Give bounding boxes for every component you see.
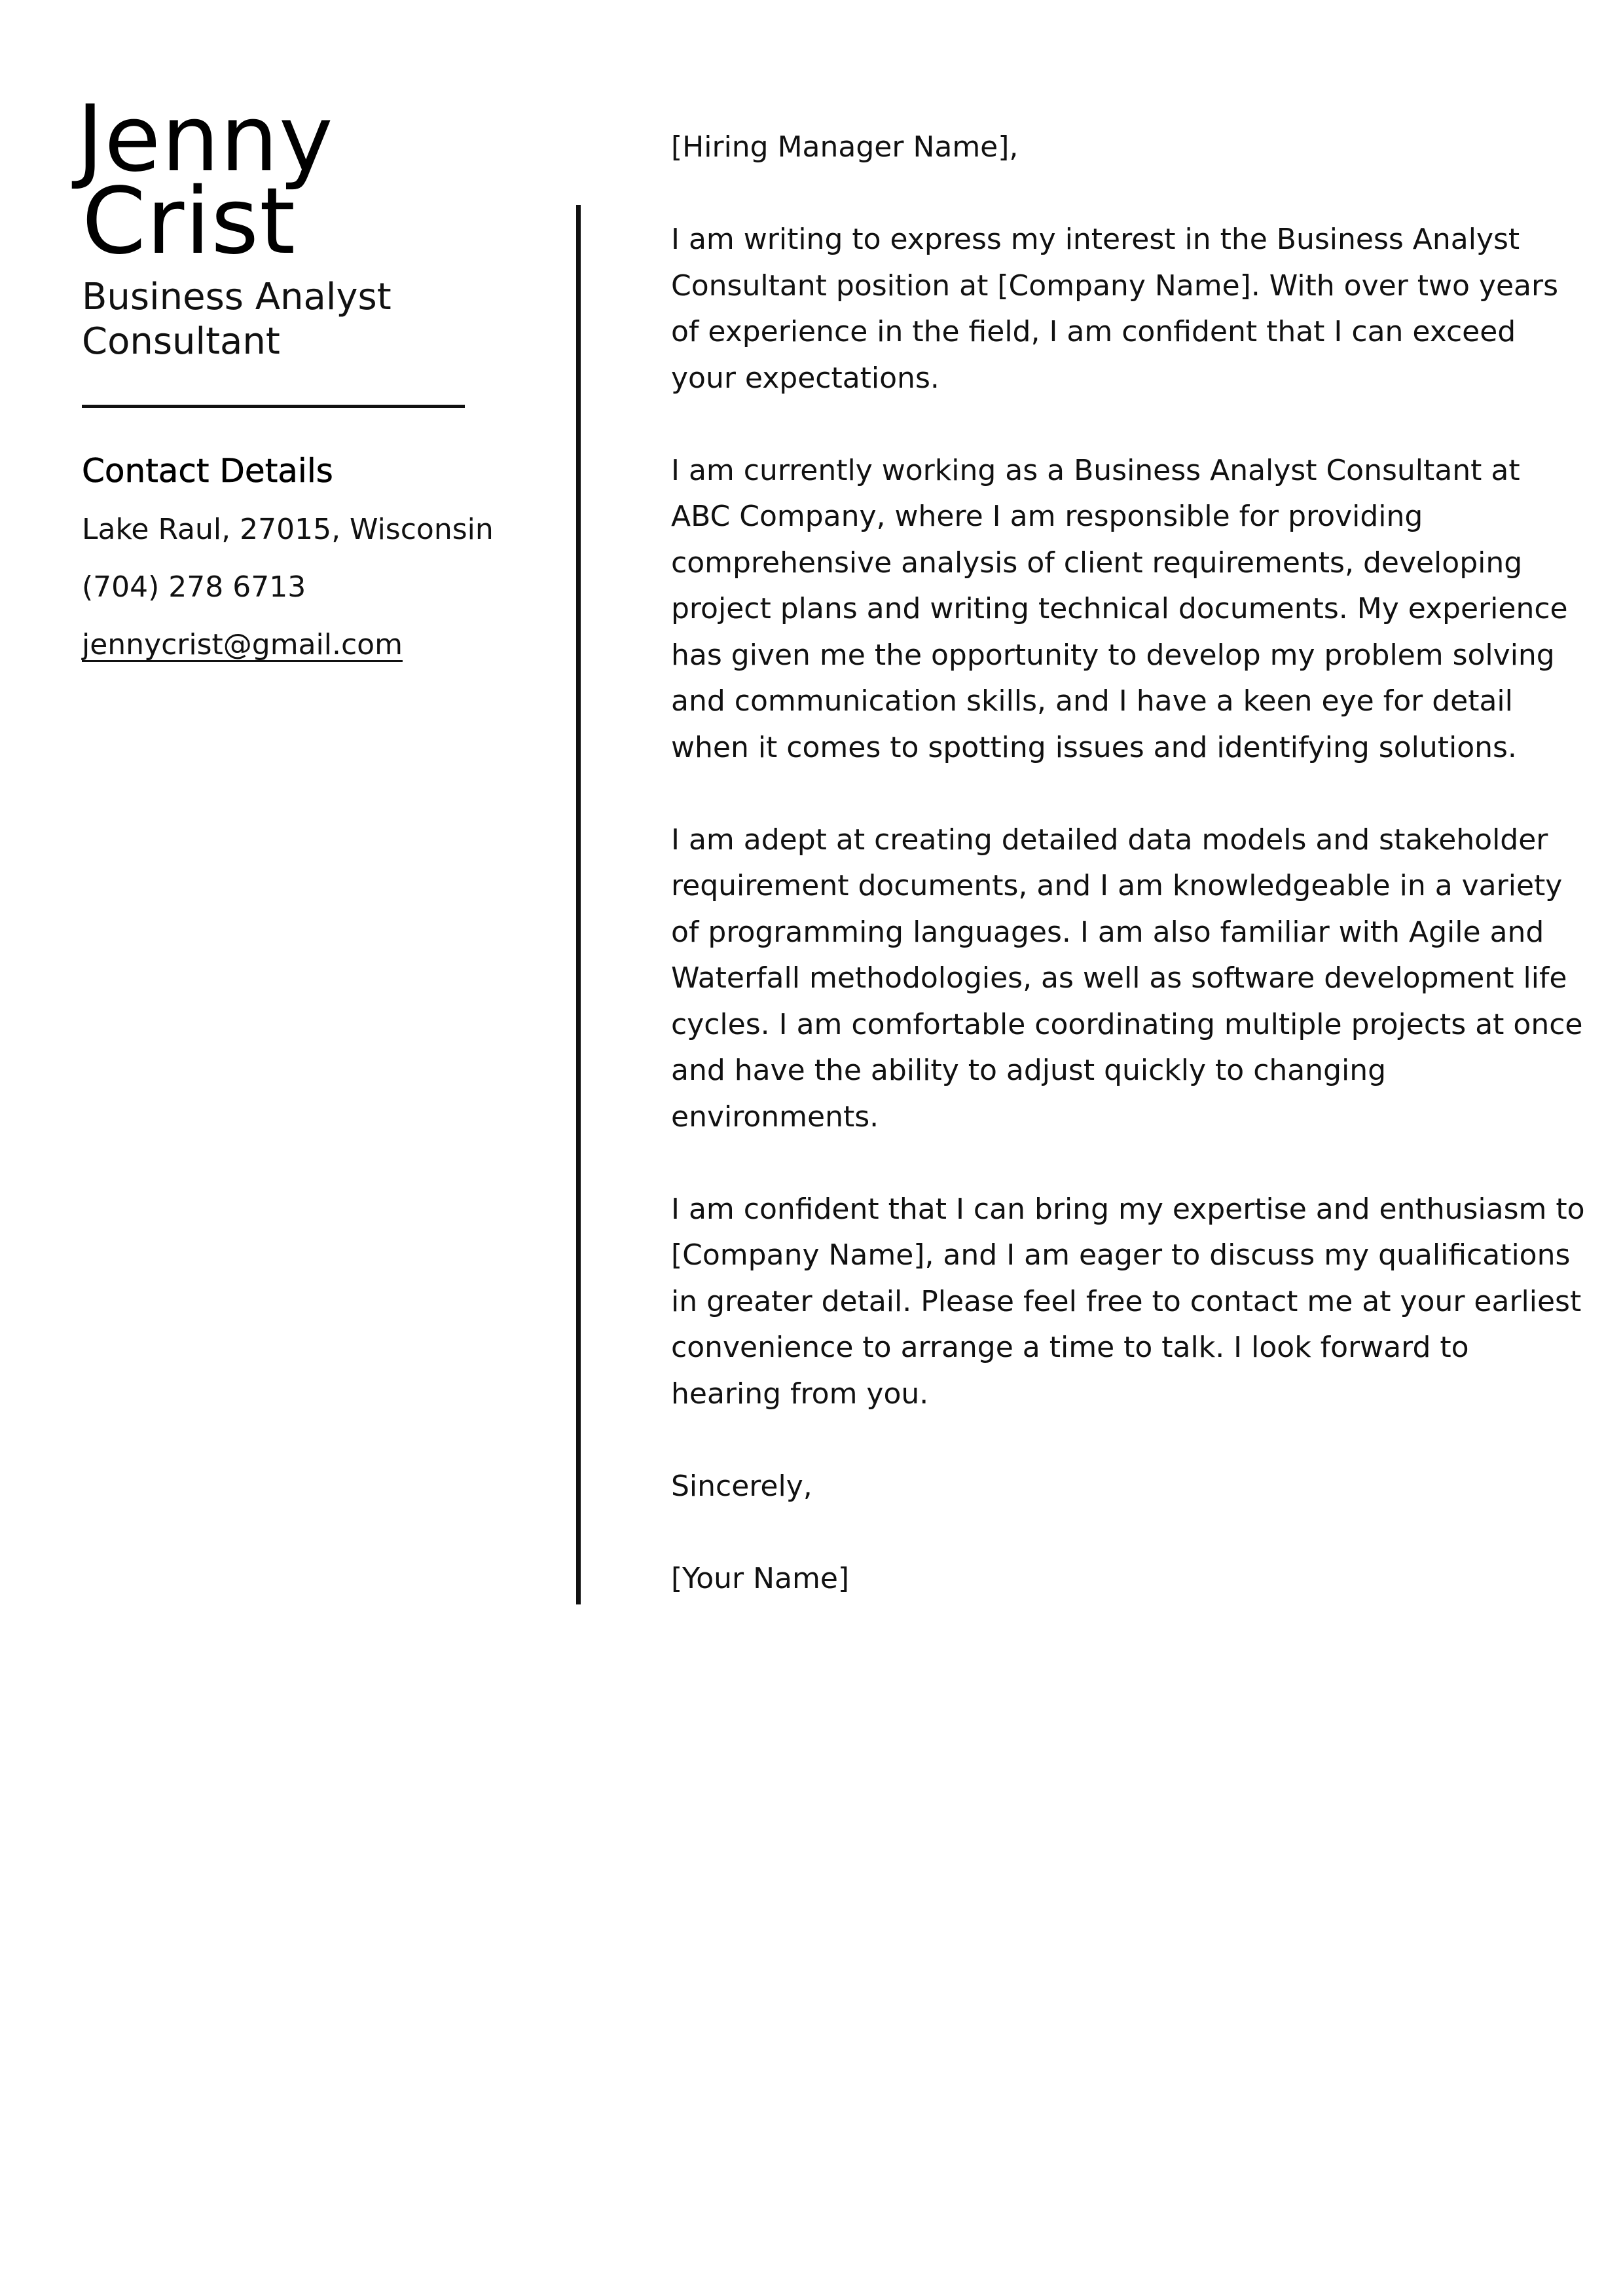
paragraph-line: environments. bbox=[671, 1100, 879, 1134]
letter-paragraph bbox=[671, 817, 1583, 1141]
paragraph-line: cycles. I am comfortable coordinating multiple projects at once bbox=[671, 1007, 1583, 1041]
paragraph-line: ABC Company, where I am responsible for providing bbox=[671, 500, 1423, 533]
paragraph-line: when it comes to spotting issues and identifying solutions. bbox=[671, 730, 1517, 764]
candidate-name bbox=[77, 86, 468, 275]
paragraph-line: in greater detail. Please feel free to contact me at your earliest bbox=[671, 1284, 1582, 1318]
paragraph-line: convenience to arrange a time to talk. I look forward to bbox=[671, 1331, 1469, 1364]
column-divider bbox=[576, 205, 581, 1604]
letter-body bbox=[671, 124, 1585, 1602]
sidebar-rule bbox=[82, 405, 465, 408]
job-title-line: Business Analyst bbox=[82, 276, 392, 318]
job-title-line: Consultant bbox=[82, 320, 280, 363]
paragraph-line: I am writing to express my interest in the Business Analyst bbox=[671, 223, 1520, 256]
paragraph-line: comprehensive analysis of client requirements, developing bbox=[671, 546, 1523, 580]
paragraph-line: your expectations. bbox=[671, 361, 939, 395]
paragraph-line: of experience in the field, I am confident that I can exceed bbox=[671, 315, 1516, 348]
letter-paragraph bbox=[671, 217, 1559, 401]
contact-email-link[interactable]: jennycrist@gmail.com bbox=[82, 628, 403, 661]
paragraph-line: Consultant position at [Company Name]. With over two years bbox=[671, 268, 1559, 303]
letter-paragraph bbox=[671, 1187, 1585, 1418]
job-title bbox=[82, 275, 468, 364]
paragraph-line: hearing from you. bbox=[671, 1377, 929, 1411]
paragraph-line: has given me the opportunity to develop my problem solving bbox=[671, 638, 1555, 672]
sidebar bbox=[77, 86, 494, 666]
paragraph-line: and communication skills, and I have a keen eye for detail bbox=[671, 684, 1513, 718]
paragraph-line: I am currently working as a Business Analyst Consultant at bbox=[671, 453, 1520, 487]
contact-phone: (704) 278 6713 bbox=[82, 570, 306, 604]
paragraph-line: requirement documents, and I am knowledgeable in a variety bbox=[671, 869, 1563, 902]
signature: [Your Name] bbox=[671, 1561, 850, 1595]
paragraph-line: I am confident that I can bring my expertise and enthusiasm to bbox=[671, 1192, 1585, 1226]
paragraph-line: [Company Name], and I am eager to discuss my qualifications bbox=[671, 1238, 1571, 1272]
contact-heading: Contact Details bbox=[82, 452, 333, 490]
paragraph-line: and have the ability to adjust quickly to changing bbox=[671, 1054, 1387, 1087]
paragraph-line: I am adept at creating detailed data models and stakeholder bbox=[671, 823, 1548, 857]
last-name: Crist bbox=[82, 168, 297, 275]
closing: Sincerely, bbox=[671, 1469, 812, 1503]
paragraph-line: of programming languages. I am also familiar with Agile and bbox=[671, 915, 1544, 949]
paragraph-line: project plans and writing technical documents. My experience bbox=[671, 592, 1568, 625]
salutation: [Hiring Manager Name], bbox=[671, 130, 1019, 164]
contact-address: Lake Raul, 27015, Wisconsin bbox=[82, 513, 494, 546]
letter-paragraph bbox=[671, 448, 1568, 771]
first-name: Jenny bbox=[77, 86, 334, 193]
paragraph-line: Waterfall methodologies, as well as software development life bbox=[671, 961, 1567, 995]
